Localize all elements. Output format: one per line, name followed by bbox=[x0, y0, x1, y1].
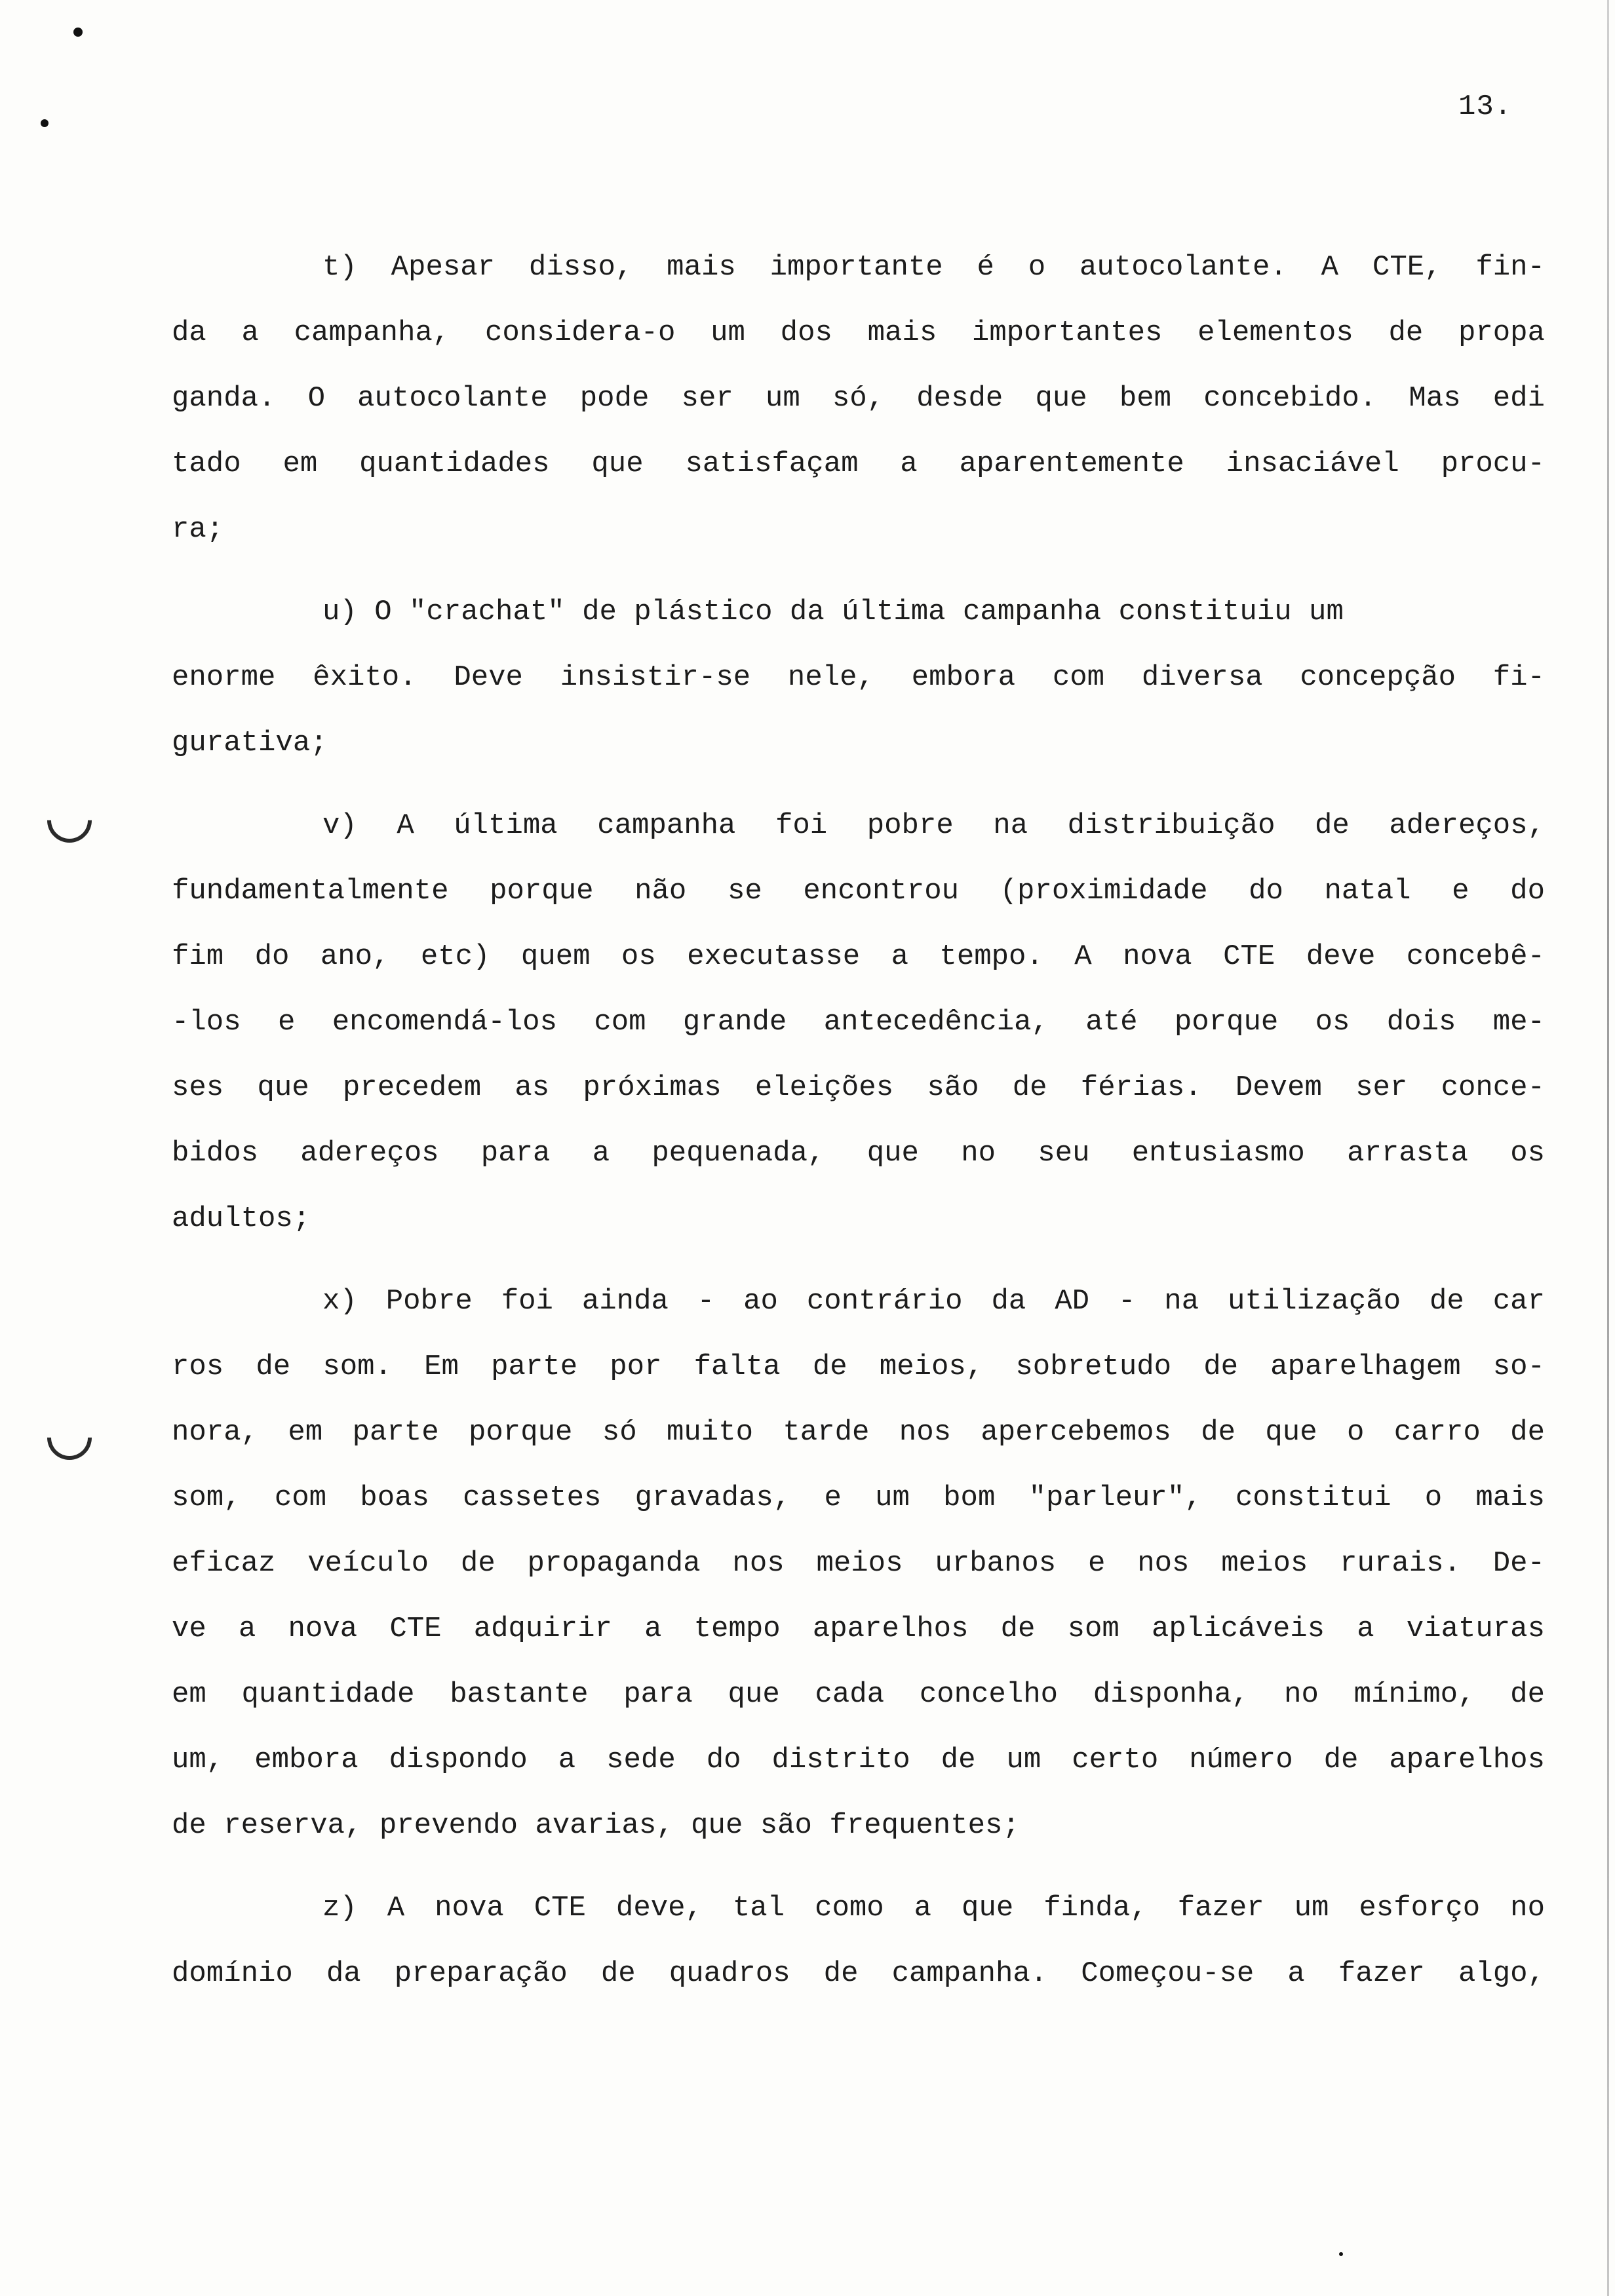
text-line: ros de som. Em parte por falta de meios, sobretudo de aparelhagem so- bbox=[172, 1350, 1545, 1383]
text-line: fundamentalmente porque não se encontrou (proximidade do natal e do bbox=[172, 875, 1545, 908]
paragraph-z bbox=[172, 1875, 1545, 2006]
text-line: fim do ano, etc) quem os executasse a tempo. A nova CTE deve concebê- bbox=[172, 940, 1545, 973]
paragraph-v bbox=[172, 793, 1545, 1252]
scan-edge bbox=[1607, 0, 1609, 2296]
text-line: x) Pobre foi ainda - ao contrário da AD - na utilização de car bbox=[322, 1285, 1545, 1318]
text-line: ra; bbox=[172, 513, 224, 546]
paragraph-x bbox=[172, 1269, 1545, 1858]
text-line: em quantidade bastante para que cada concelho disponha, no mínimo, de bbox=[172, 1678, 1545, 1711]
scan-speck bbox=[1339, 2252, 1343, 2256]
text-line: -los e encomendá-los com grande antecedência, até porque os dois me- bbox=[172, 1006, 1545, 1039]
text-line: u) O "crachat" de plástico da última campanha constituiu um bbox=[322, 596, 1344, 628]
text-line: z) A nova CTE deve, tal como a que finda, fazer um esforço no bbox=[322, 1892, 1545, 1924]
text-line: da a campanha, considera-o um dos mais importantes elementos de propa bbox=[172, 316, 1545, 349]
paragraph-t bbox=[172, 235, 1545, 562]
punch-hole-mark bbox=[38, 789, 101, 852]
text-line: um, embora dispondo a sede do distrito de um certo número de aparelhos bbox=[172, 1744, 1545, 1776]
punch-hole-mark bbox=[38, 1406, 101, 1469]
text-line: ve a nova CTE adquirir a tempo aparelhos de som aplicáveis a viaturas bbox=[172, 1613, 1545, 1645]
text-line: gurativa; bbox=[172, 727, 328, 759]
text-line: domínio da preparação de quadros de campanha. Começou-se a fazer algo, bbox=[172, 1957, 1545, 1990]
scan-speck bbox=[41, 119, 49, 127]
text-line: de reserva, prevendo avarias, que são frequentes; bbox=[172, 1809, 1020, 1842]
page-number: 13. bbox=[1458, 90, 1513, 123]
text-line: eficaz veículo de propaganda nos meios urbanos e nos meios rurais. De- bbox=[172, 1547, 1545, 1580]
text-line: tado em quantidades que satisfaçam a aparentemente insaciável procu- bbox=[172, 448, 1545, 480]
paragraph-u bbox=[172, 579, 1545, 776]
text-line: adultos; bbox=[172, 1202, 311, 1235]
text-line: bidos adereços para a pequenada, que no seu entusiasmo arrasta os bbox=[172, 1137, 1545, 1170]
text-line: v) A última campanha foi pobre na distribuição de adereços, bbox=[322, 809, 1545, 842]
body-text bbox=[172, 235, 1545, 2006]
text-line: som, com boas cassetes gravadas, e um bom "parleur", constitui o mais bbox=[172, 1482, 1545, 1514]
text-line: enorme êxito. Deve insistir-se nele, embora com diversa concepção fi- bbox=[172, 661, 1545, 694]
scan-speck bbox=[73, 28, 83, 37]
text-line: nora, em parte porque só muito tarde nos apercebemos de que o carro de bbox=[172, 1416, 1545, 1449]
text-line: t) Apesar disso, mais importante é o autocolante. A CTE, fin- bbox=[322, 251, 1545, 284]
text-line: ses que precedem as próximas eleições são de férias. Devem ser conce- bbox=[172, 1071, 1545, 1104]
text-line: ganda. O autocolante pode ser um só, desde que bem concebido. Mas edi bbox=[172, 382, 1545, 415]
